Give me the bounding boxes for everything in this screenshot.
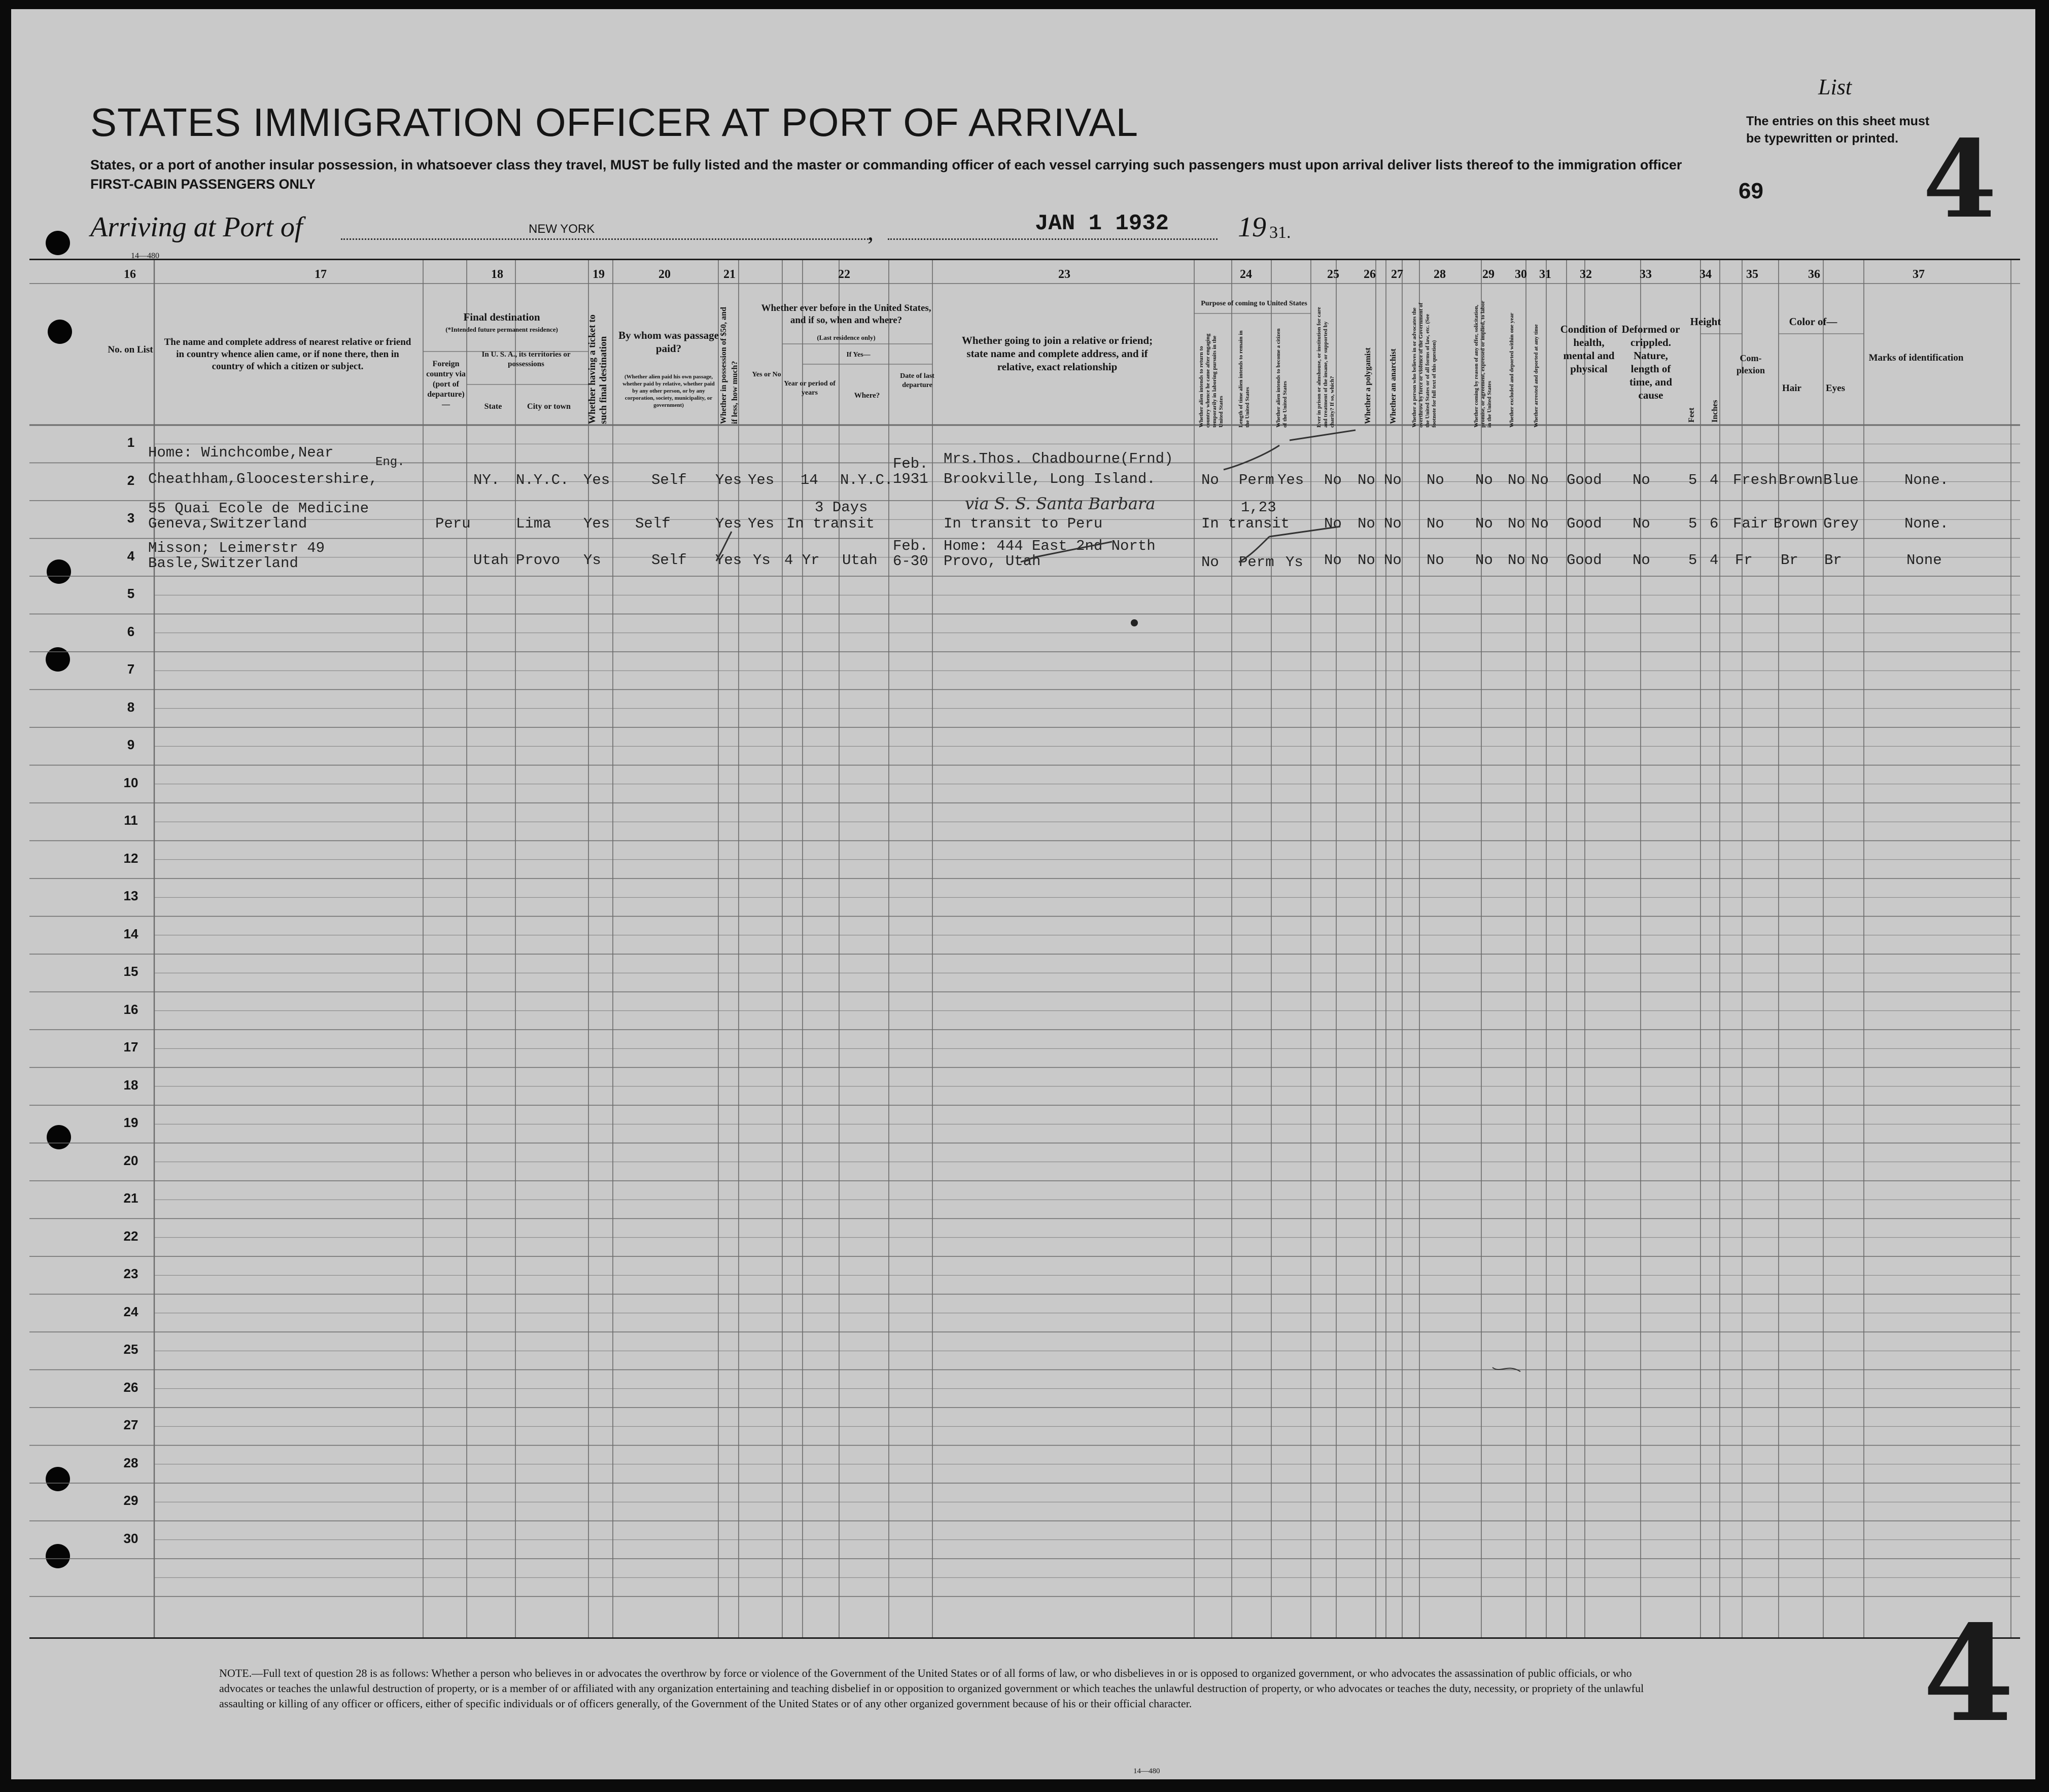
- form-code-top: 14—480: [131, 252, 159, 260]
- row-number: 19: [123, 1115, 138, 1130]
- entry-2-q29: No: [1475, 515, 1493, 532]
- header-hair: Hair: [1782, 383, 1801, 394]
- entry-2-q31: No: [1531, 515, 1549, 532]
- entry-1-q31: No: [1531, 472, 1549, 488]
- header-fifty: Whether in possession of $50, and if less, how much?: [719, 307, 739, 424]
- checkmark-stroke: [1224, 430, 1356, 470]
- entry-3-before: Ys: [753, 552, 771, 569]
- row-number: 26: [123, 1379, 138, 1395]
- row-number: 15: [123, 964, 138, 979]
- header-eyes: Eyes: [1826, 383, 1845, 394]
- row-number: 4: [127, 548, 135, 564]
- entry-1-q30: No: [1508, 472, 1525, 488]
- checkmark-stroke: [1239, 526, 1340, 562]
- entry-2-city: Lima: [516, 515, 551, 532]
- entry-1-departure-line2: 1931: [893, 471, 928, 487]
- col-number-24: 24: [1240, 268, 1252, 281]
- header-polygamist: Whether a polygamist: [1364, 347, 1372, 424]
- col-number-20: 20: [658, 268, 671, 281]
- entry-2-anarchist: No: [1384, 515, 1402, 532]
- entry-2-ticket: Yes: [583, 515, 610, 532]
- header-q28: Whether a person who believes in or advocates the overthrow by force or violence of the Government of the United States or of all forms of law, etc. (See footnote for full text of this question): [1411, 302, 1437, 428]
- stamped-number-bottom: 4: [1923, 1597, 2015, 1751]
- entry-1-eyes: Blue: [1823, 472, 1859, 488]
- col-number-17: 17: [315, 268, 327, 281]
- entry-2-health: Good: [1567, 515, 1602, 532]
- row-number: 20: [123, 1152, 138, 1168]
- year-prefix: 19: [1238, 212, 1266, 243]
- entry-1-relative-line1: Home: Winchcombe,Near: [148, 444, 334, 461]
- entry-2-years: 3 Days: [815, 499, 868, 516]
- pencil-mark: [1492, 1367, 1520, 1372]
- header-height: Height: [1690, 315, 1721, 328]
- entry-1-deformed: No: [1633, 472, 1650, 488]
- col-number-22: 22: [838, 268, 850, 281]
- col-number-31: 31: [1539, 268, 1551, 281]
- row-number: 11: [124, 813, 138, 828]
- header-year-period: Year or period of years: [784, 380, 836, 397]
- row-number: 27: [123, 1417, 138, 1432]
- entry-2-eyes: Grey: [1823, 515, 1859, 532]
- entry-2-join-line2: In transit to Peru: [944, 515, 1103, 532]
- entries-note-line2: be typewritten or printed.: [1746, 131, 1899, 146]
- entry-2-foreign: Peru: [435, 515, 471, 532]
- entry-3-polygamist: No: [1358, 552, 1375, 569]
- header-purpose-b: Length of time alien intends to remain in the United States: [1238, 330, 1251, 428]
- row-number: 7: [127, 661, 135, 677]
- comma: ,: [867, 219, 874, 245]
- entry-1-marks: None.: [1904, 472, 1949, 488]
- handwritten-checkmarks: [11, 9, 2035, 1779]
- entry-2-paid-by: Self: [635, 515, 671, 532]
- entry-1-ticket: Yes: [583, 472, 610, 488]
- entry-1-polygamist: No: [1358, 472, 1375, 488]
- entry-2-marks: None.: [1904, 515, 1949, 532]
- header-join-relative: Whether going to join a relative or friend; state name and complete address, and if relative, exact relationship: [961, 334, 1153, 373]
- header-passage-note: (Whether alien paid his own passage, whether paid by relative, whether paid by any other person, or by any corporation, society, municipality, or government): [622, 374, 715, 408]
- entry-1-relative-eng: Eng.: [375, 455, 405, 469]
- passenger-class: FIRST-CABIN PASSENGERS ONLY: [90, 177, 316, 192]
- entry-2-relative-line2: Geneva,Switzerland: [148, 515, 307, 532]
- entry-1-years: 14: [801, 472, 818, 488]
- entry-2-join-handwritten: via S. S. Santa Barbara: [965, 494, 1156, 513]
- entry-1-q29: No: [1475, 472, 1493, 488]
- entry-2-polygamist: No: [1358, 515, 1375, 532]
- entry-1-join-line1: Mrs.Thos. Chadbourne(Frnd): [944, 450, 1173, 467]
- entry-1-feet: 5: [1688, 472, 1697, 488]
- row-number: 23: [123, 1266, 138, 1281]
- sheet-number: 69: [1739, 179, 1763, 203]
- entry-3-paid-by: Self: [651, 552, 687, 569]
- header-no-on-list: No. on List: [108, 344, 153, 355]
- entry-3-relative-line2: Basle,Switzerland: [148, 555, 298, 572]
- entry-1-departure-line1: Feb.: [893, 455, 928, 472]
- col-number-29: 29: [1482, 268, 1495, 281]
- row-number: 10: [123, 775, 138, 790]
- row-number: 14: [123, 926, 138, 941]
- entry-1-before: Yes: [748, 472, 775, 488]
- entry-1-inches: 4: [1710, 472, 1719, 488]
- entry-3-fifty: Yes: [715, 552, 742, 569]
- header-ticket: Whether having a ticket to such final destination: [587, 314, 609, 424]
- entry-1-complexion: Fresh: [1733, 472, 1778, 488]
- list-label: List: [1818, 75, 1852, 99]
- entry-1-state: NY.: [473, 472, 500, 488]
- entry-3-purpose-b: Perm: [1239, 554, 1274, 571]
- manifest-sheet: [11, 9, 2035, 1779]
- row-number: 5: [127, 586, 135, 601]
- entry-2-q28: No: [1427, 515, 1444, 532]
- row-number: 16: [123, 1001, 138, 1017]
- entry-2-complexion: Fair: [1733, 515, 1768, 532]
- entry-2-hair: Brown: [1774, 515, 1818, 532]
- entry-1-paid-by: Self: [651, 472, 687, 488]
- entry-1-relative-line2: Cheathham,Gloocestershire,: [148, 471, 378, 487]
- col-number-16: 16: [124, 268, 136, 281]
- row-number: 9: [127, 737, 135, 752]
- header-date-departure: Date of last departure: [900, 372, 934, 389]
- row-number: 24: [123, 1304, 138, 1319]
- ink-dot: [1131, 619, 1138, 626]
- entry-1-purpose-a: No: [1201, 472, 1219, 488]
- entry-2-before: Yes: [748, 515, 775, 532]
- entry-3-city: Provo: [516, 552, 561, 569]
- col-number-21: 21: [723, 268, 736, 281]
- form-code-bottom: 14—480: [1133, 1767, 1160, 1775]
- col-number-19: 19: [593, 268, 605, 281]
- header-complexion: Com- plexion: [1736, 353, 1765, 375]
- entry-3-eyes: Br: [1824, 552, 1842, 569]
- row-number: 22: [123, 1228, 138, 1244]
- year-suffix: 31.: [1269, 223, 1291, 242]
- entry-3-relative-line1: Misson; Leimerstr 49: [148, 540, 325, 556]
- row-number: 12: [123, 850, 138, 866]
- col-number-32: 32: [1580, 268, 1592, 281]
- header-passage-paid: By whom was passage paid?: [618, 329, 719, 355]
- entry-1-join-line2: Brookville, Long Island.: [944, 471, 1156, 487]
- header-state: State: [484, 402, 502, 411]
- entry-1-prison: No: [1324, 472, 1342, 488]
- header-relative-address: The name and complete address of nearest relative or friend in country whence alien came, or if none there, then in country of which a citizen or subject.: [164, 337, 411, 372]
- entry-2-fifty: Yes: [715, 515, 742, 532]
- entry-2-relative-line1: 55 Quai Ecole de Medicine: [148, 500, 369, 517]
- entries-note-line1: The entries on this sheet must: [1746, 114, 1930, 128]
- entry-3-inches: 4: [1710, 552, 1719, 569]
- col-number-28: 28: [1434, 268, 1446, 281]
- col-number-35: 35: [1746, 268, 1758, 281]
- entry-1-anarchist: No: [1384, 472, 1402, 488]
- entry-2-q30: No: [1508, 515, 1525, 532]
- entry-3-health: Good: [1567, 552, 1602, 569]
- entry-3-departure-line2: 6-30: [893, 553, 928, 570]
- form-title: STATES IMMIGRATION OFFICER AT PORT OF ARRIVAL: [90, 100, 1139, 145]
- row-number: 18: [123, 1077, 138, 1093]
- header-purpose-c: Whether alien intends to become a citizen of the United States: [1275, 328, 1288, 428]
- header-foreign-country: Foreign country via (port of departure)—: [426, 360, 466, 409]
- row-number: 8: [127, 699, 135, 715]
- entry-1-hair: Brown: [1779, 472, 1823, 488]
- entry-2-purpose: In transit: [1201, 515, 1290, 532]
- entry-3-complexion: Fr: [1735, 552, 1753, 569]
- entry-1-fifty: Yes: [715, 472, 742, 488]
- col-number-23: 23: [1058, 268, 1070, 281]
- row-number: 13: [123, 888, 138, 903]
- header-before-note: (Last residence only): [817, 334, 876, 341]
- entry-3-q30: No: [1508, 552, 1525, 569]
- date-stamp: JAN 1 1932: [1035, 211, 1169, 236]
- entry-1-purpose-b: Perm: [1239, 472, 1274, 488]
- header-health: Condition of health, mental and physical: [1560, 323, 1618, 375]
- entry-2-deformed: No: [1633, 515, 1650, 532]
- entry-3-purpose-c: Ys: [1286, 554, 1303, 571]
- entry-1-health: Good: [1567, 472, 1602, 488]
- header-q29: Whether coming by reason of any offer, solicitation, promise, or agreement, expressed or implied, to labor in the United States: [1473, 301, 1492, 428]
- row-number: 25: [123, 1342, 138, 1357]
- entry-2-where: In transit: [786, 515, 875, 532]
- entry-2-prison: No: [1324, 515, 1342, 532]
- col-number-25: 25: [1327, 268, 1339, 281]
- row-number: 21: [123, 1190, 138, 1206]
- header-final-destination: Final destination: [463, 311, 540, 323]
- row-number: 1: [127, 435, 135, 450]
- checkmark-stroke: [716, 532, 732, 561]
- header-final-destination-note: (*Intended future permanent residence): [445, 326, 558, 333]
- header-feet: Feet: [1687, 407, 1696, 423]
- entry-3-join-line2: Provo, Utah: [944, 553, 1041, 570]
- col-number-37: 37: [1913, 268, 1925, 281]
- header-before-us: Whether ever before in the United States, and if so, when and where?: [761, 303, 931, 326]
- col-number-34: 34: [1699, 268, 1712, 281]
- entry-3-feet: 5: [1688, 552, 1697, 569]
- entry-3-deformed: No: [1633, 552, 1650, 569]
- row-number: 2: [127, 472, 135, 488]
- header-purpose: Purpose of coming to United States: [1201, 300, 1307, 307]
- entry-2-purpose-b-top: 1,23: [1241, 499, 1276, 516]
- header-city: City or town: [527, 402, 571, 411]
- header-purpose-a: Whether alien intends to return to country whence he came after engaging temporarily in laboring pursuits in the United States: [1198, 333, 1224, 428]
- header-in-usa: In U. S. A., its territories or possessions: [481, 350, 571, 368]
- form-instructions: States, or a port of another insular possession, in whatsoever class they travel, MUST be fully listed and the master or commanding officer of each vessel carrying such passengers must upon arrival deliver lists thereof to the immigration officer: [90, 157, 1682, 172]
- entry-3-anarchist: No: [1384, 552, 1402, 569]
- header-marks: Marks of identification: [1868, 353, 1964, 363]
- entry-3-state: Utah: [473, 552, 509, 569]
- port-value: NEW YORK: [529, 222, 595, 236]
- header-yes-no: Yes or No: [752, 371, 781, 378]
- entry-3-prison: No: [1324, 552, 1342, 569]
- entry-3-join-line1: Home: 444 East 2nd North: [944, 538, 1156, 554]
- checkmark-stroke: [1021, 542, 1112, 562]
- entry-3-marks: None: [1906, 552, 1942, 569]
- header-anarchist: Whether an anarchist: [1389, 348, 1398, 424]
- entry-3-departure-line1: Feb.: [893, 538, 928, 554]
- col-number-27: 27: [1391, 268, 1403, 281]
- header-inches: Inches: [1711, 400, 1719, 423]
- col-number-33: 33: [1640, 268, 1652, 281]
- header-where: Where?: [854, 392, 880, 400]
- entry-3-q29: No: [1475, 552, 1493, 569]
- header-prison: Ever in prison or almshouse, or institution for care and treatment of the insane, or supported by charity? If so, which?: [1316, 307, 1335, 428]
- header-if-yes: If Yes—: [846, 351, 871, 359]
- entry-2-inches: 6: [1710, 515, 1719, 532]
- row-number: 30: [123, 1530, 138, 1546]
- header-deformed: Deformed or crippled. Nature, length of time, and cause: [1621, 323, 1680, 401]
- header-q31: Whether arrested and deported at any time: [1533, 324, 1539, 428]
- question-28-note: NOTE.—Full text of question 28 is as follows: Whether a person who believes in or advocates the overthrow by force or violence of the Government of the United States or of all forms of law, or who disbelieves in or is opposed to organized government, or who advocates the assassination of public officials, or who advocates or teaches the unlawful destruction of property, or is a member of or affiliated with any organization entertaining and teaching disbelief in or opposition to organized government or which teaches the unlawful destruction of property, or who advocates or teaches the duty, necessity, or propriety of the unlawful assaulting or killing of any officer or officers, either of specific individuals or of officers generally, of the Government of the United States or of any other organized government because of his or their official character.: [219, 1667, 1644, 1710]
- entry-3-ticket: Ys: [583, 552, 601, 569]
- entry-3-hair: Br: [1781, 552, 1798, 569]
- col-number-36: 36: [1808, 268, 1820, 281]
- col-number-26: 26: [1364, 268, 1376, 281]
- entry-2-feet: 5: [1688, 515, 1697, 532]
- entry-3-years: 4 Yr: [784, 552, 820, 569]
- col-number-18: 18: [491, 268, 503, 281]
- entry-1-where: N.Y.C.: [840, 472, 893, 488]
- header-color-of: Color of—: [1789, 315, 1837, 328]
- arriving-label: Arriving at Port of: [90, 212, 303, 243]
- entry-1-city: N.Y.C.: [516, 472, 569, 488]
- entry-3-where: Utah: [842, 552, 878, 569]
- entry-3-purpose-a: No: [1201, 554, 1219, 571]
- row-number: 17: [123, 1039, 138, 1055]
- stamped-number-top: 4: [1923, 117, 1997, 242]
- entry-1-purpose-c: Yes: [1277, 472, 1304, 488]
- row-number: 28: [123, 1455, 138, 1470]
- row-number: 3: [127, 510, 135, 525]
- col-number-30: 30: [1515, 268, 1527, 281]
- entry-1-q28: No: [1427, 472, 1444, 488]
- header-q30: Whether excluded and deported within one year: [1509, 312, 1515, 428]
- row-number: 6: [127, 623, 135, 639]
- entry-3-q31: No: [1531, 552, 1549, 569]
- row-number: 29: [123, 1493, 138, 1508]
- entry-3-q28: No: [1427, 552, 1444, 569]
